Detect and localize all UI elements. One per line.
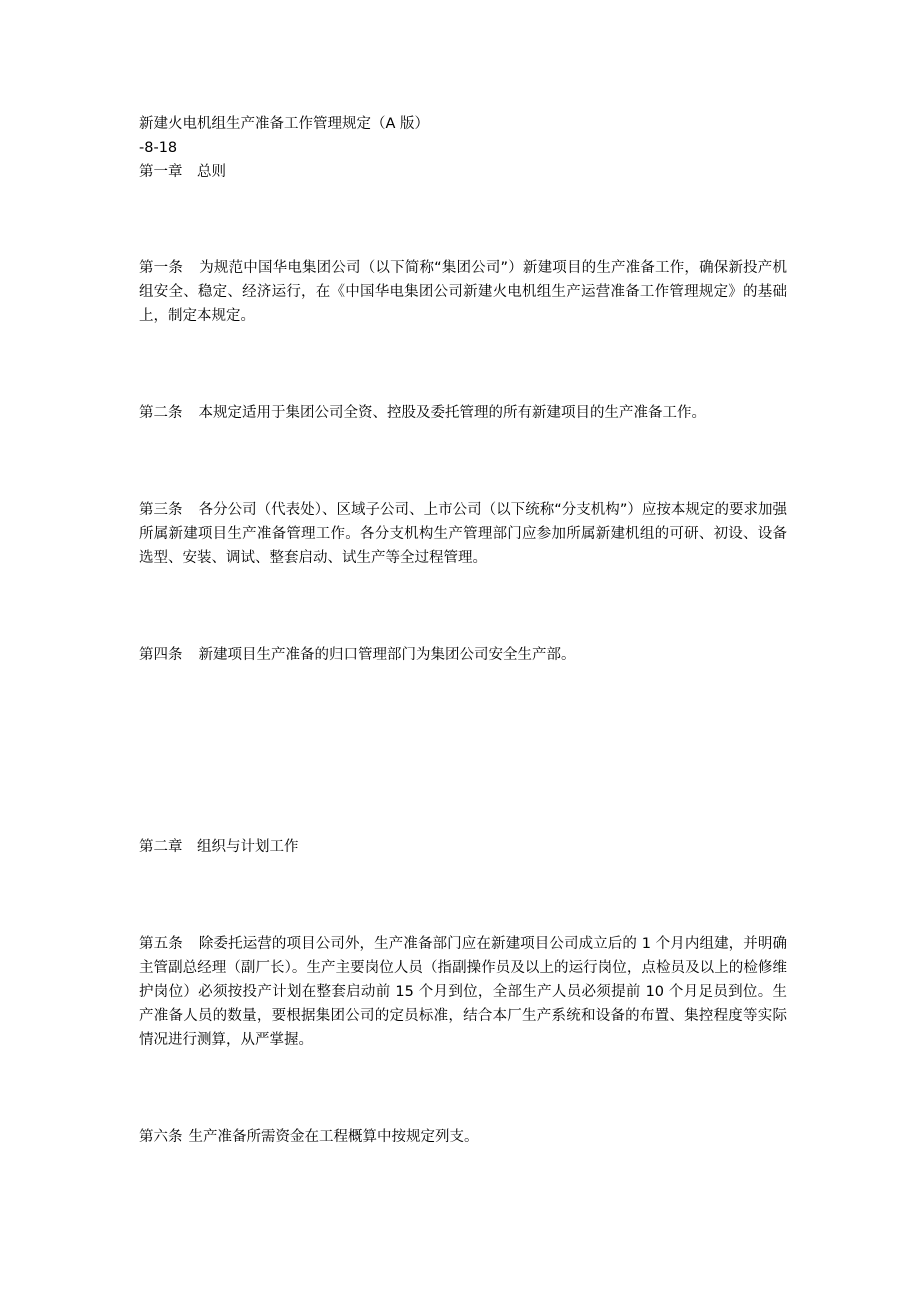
document-title: 新建火电机组生产准备工作管理规定（A 版） xyxy=(139,116,430,132)
article-6 xyxy=(139,1125,787,1149)
article-4 xyxy=(139,643,787,667)
article-2 xyxy=(139,401,787,425)
article-4-label: 第四条 xyxy=(139,647,183,663)
article-6-label: 第六条 xyxy=(139,1129,183,1145)
chapter-heading-2: 第二章 组织与计划工作 xyxy=(139,839,299,855)
article-1-label: 第一条 xyxy=(139,260,184,276)
article-1-text: 为规范中国华电集团公司（以下简称“集团公司”）新建项目的生产准备工作，确保新投产机组安全、稳定、经济运行，在《中国华电集团公司新建火电机组生产运营准备工作管理规定》的基础上，制定本规定。 xyxy=(139,260,787,324)
article-2-label: 第二条 xyxy=(139,405,183,421)
article-3-text: 各分公司（代表处）、区域子公司、上市公司（以下统称“分支机构”）应按本规定的要求加强所属新建项目生产准备管理工作。各分支机构生产管理部门应参加所属新建机组的可研、初设、设备选型、安装、调试、整套启动、试生产等全过程管理。 xyxy=(139,502,788,566)
chapter-heading-1: 第一章 总则 xyxy=(139,164,226,180)
article-2-text: 本规定适用于集团公司全资、控股及委托管理的所有新建项目的生产准备工作。 xyxy=(198,405,706,421)
article-3 xyxy=(139,498,787,570)
article-3-label: 第三条 xyxy=(139,502,183,518)
document-date: -8-18 xyxy=(139,140,178,156)
article-1 xyxy=(139,256,787,328)
article-6-text: 生产准备所需资金在工程概算中按规定列支。 xyxy=(188,1129,479,1145)
article-5 xyxy=(139,932,787,1052)
article-4-text: 新建项目生产准备的归口管理部门为集团公司安全生产部。 xyxy=(198,647,576,663)
article-5-text: 除委托运营的项目公司外，生产准备部门应在新建项目公司成立后的 1 个月内组建，并明确主管副总经理（副厂长）。生产主要岗位人员（指副操作员及以上的运行岗位，点检员及以上的检修维护岗位）必须按投产计划在整套启动前 15 个月到位，全部生产人员必须提前 10 个月足员到位。生产准备人员的数量，要根据集团公司的定员标准，结合本厂生产系统和设备的布置、集控程度等实际情况进行测算，从严掌握。 xyxy=(139,936,787,1048)
article-5-label: 第五条 xyxy=(139,936,183,952)
